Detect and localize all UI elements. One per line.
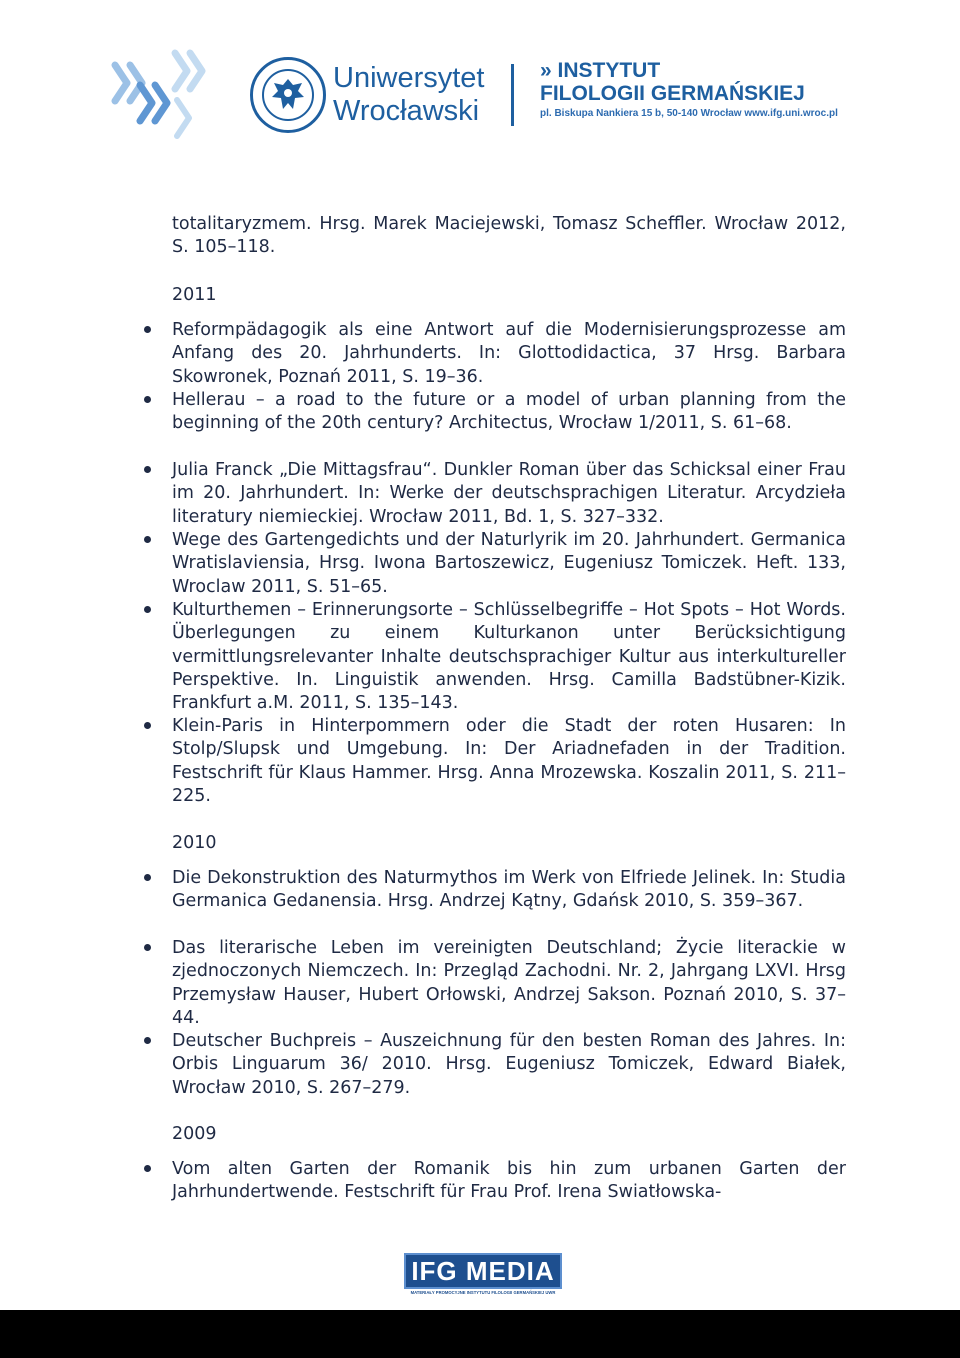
- year-heading-2010: 2010: [172, 833, 217, 853]
- university-name-line1: Uniwersytet: [333, 62, 485, 94]
- ifg-media-logo-text: IFG MEDIA: [411, 1255, 555, 1286]
- list-item: Wege des Gartengedichts und der Naturlyrik im 20. Jahrhundert. Germanica Wratislaviensia, Hrsg. Iwona Bartoszewicz, Eugeniusz Tomiczek. Heft. 133, Wroclaw 2011, S. 51–65.: [172, 530, 846, 597]
- list-item: Hellerau – a road to the future or a model of urban planning from the beginning of the 20th century? Architectus, Wrocław 1/2011, S. 61–68.: [172, 390, 846, 434]
- list-item: Deutscher Buchpreis – Auszeichnung für den besten Roman des Jahres. In: Orbis Linguarum 36/ 2010. Hrsg. Eugeniusz Tomiczek, Edward Białek, Wrocław 2010, S. 267–279.: [172, 1031, 846, 1098]
- ifg-media-logo: [404, 1253, 562, 1289]
- university-name-line2: Wrocławski: [333, 95, 480, 127]
- bullet-dot: [144, 722, 151, 729]
- institute-line1: » INSTYTUT: [540, 59, 661, 82]
- bullet-dot: [144, 606, 151, 613]
- list-item: Das literarische Leben im vereinigten Deutschland; Życie literackie w zjednoczonych Niemczech. In: Przegląd Zachodni. Nr. 2, Jahrgang LXVI. Hrsg Przemysław Hauser, Hubert Orłowski, Andrzej Sakson. Poznań 2010, S. 37–44.: [172, 938, 846, 1028]
- year-heading-2011: 2011: [172, 285, 217, 305]
- list-item: Reformpädagogik als eine Antwort auf die Modernisierungsprozesse am Anfang des 20. Jahrhunderts. In: Glottodidactica, 37 Hrsg. Barbara Skowronek, Poznań 2011, S. 19–36.: [172, 320, 846, 387]
- list-item: Vom alten Garten der Romanik bis hin zum urbanen Garten der Jahrhundertwende. Festschrift für Frau Prof. Irena Swiatłowska-: [172, 1159, 846, 1203]
- page-header: [0, 0, 960, 160]
- university-seal-icon: [250, 57, 326, 133]
- chevrons-graphic-icon: [105, 45, 215, 140]
- continued-entry: totalitaryzmem. Hrsg. Marek Maciejewski, Tomasz Scheffler. Wrocław 2012, S. 105–118.: [172, 214, 846, 258]
- institute-name: [540, 60, 838, 122]
- list-item: Die Dekonstruktion des Naturmythos im Werk von Elfriede Jelinek. In: Studia Germanica Gedanensia. Hrsg. Andrzej Kątny, Gdańsk 2010, S. 359–367.: [172, 868, 846, 912]
- ifg-media-subtitle: MATERIAŁY PROMOCYJNE INSTYTUTU FILOLOGII GERMAŃSKIEJ UWR: [410, 1290, 556, 1295]
- bullet-dot: [144, 944, 151, 951]
- university-name: [333, 62, 485, 128]
- header-divider: [511, 64, 514, 126]
- footer-bar: [0, 1310, 960, 1358]
- bullet-dot: [144, 874, 151, 881]
- bullet-dot: [144, 466, 151, 473]
- list-item: Julia Franck „Die Mittagsfrau“. Dunkler Roman über das Schicksal einer Frau im 20. Jahrhundert. In: Werke der deutschsprachigen Literatur. Arcydzieła literatury niemieckiej. Wrocław 2011, Bd. 1, S. 327–332.: [172, 460, 846, 527]
- bullet-dot: [144, 396, 151, 403]
- institute-address: pl. Biskupa Nankiera 15 b, 50-140 Wrocław www.ifg.uni.wroc.pl: [540, 108, 838, 119]
- bullet-dot: [144, 536, 151, 543]
- bullet-dot: [144, 1165, 151, 1172]
- list-item: Kulturthemen – Erinnerungsorte – Schlüsselbegriffe – Hot Spots – Hot Words. Überlegungen zu einem Kulturkanon unter Berücksichtigung vermittlungsrelevanter Inhalte deutschsprachiger Kultur aus interkultureller Perspektive. In. Linguistik anwenden. Hrsg. Camilla Badstübner-Kizik. Frankfurt a.M. 2011, S. 135–143.: [172, 600, 846, 714]
- bullet-dot: [144, 326, 151, 333]
- year-heading-2009: 2009: [172, 1124, 217, 1144]
- list-item: Klein-Paris in Hinterpommern oder die Stadt der roten Husaren: In Stolp/Slupsk und Umgebung. In: Der Ariadnefaden in der Tradition. Festschrift für Klaus Hammer. Hrsg. Anna Mrozewska. Koszalin 2011, S. 211–225.: [172, 716, 846, 806]
- institute-line2: FILOLOGII GERMAŃSKIEJ: [540, 82, 805, 105]
- bullet-dot: [144, 1037, 151, 1044]
